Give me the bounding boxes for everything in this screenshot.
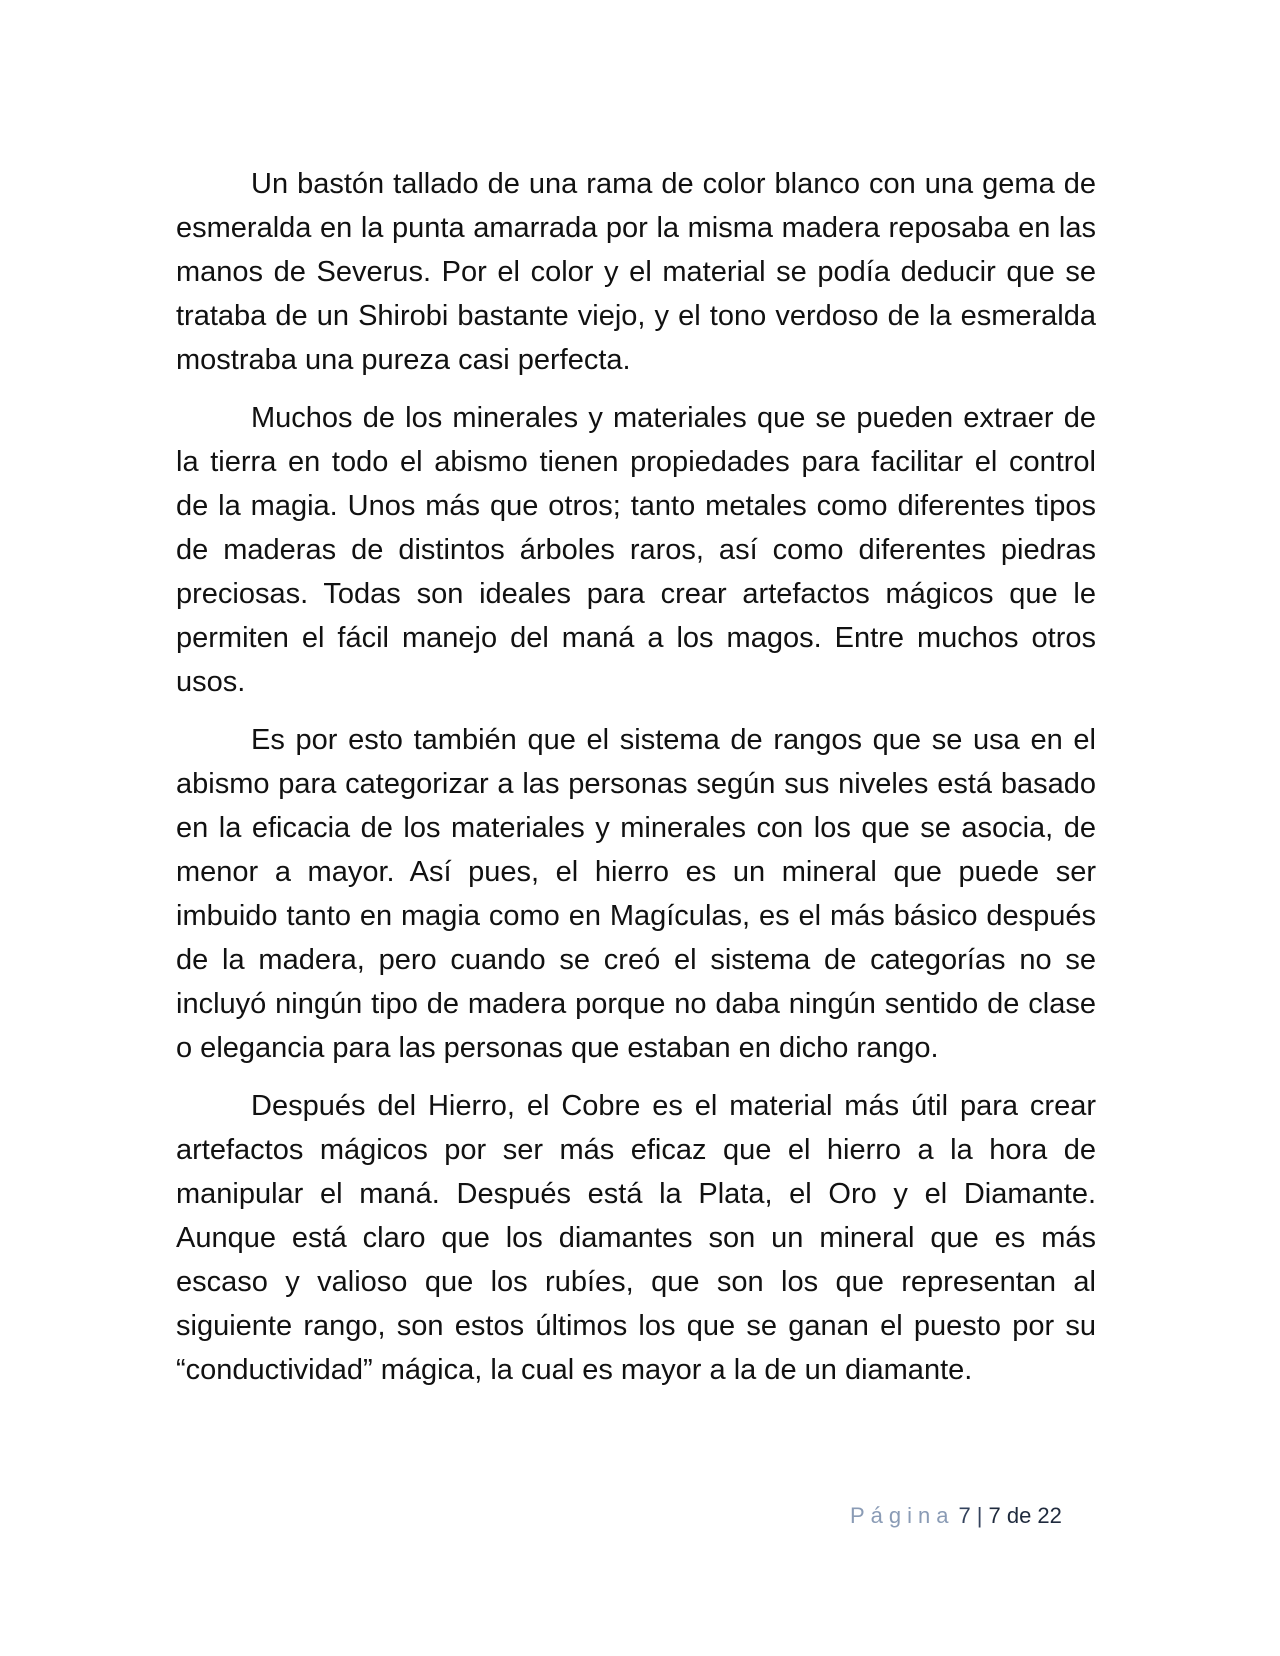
paragraph-4: Después del Hierro, el Cobre es el material más útil para crear artefactos mágicos por ser más eficaz que el hierro a la hora de manipular el maná. Después está la Plata, el Oro y el Diamante. Aunque está claro que los diamantes son un mineral que es más escaso y valioso que los rubíes, que son los que representan al siguiente rango, son estos últimos los que se ganan el puesto por su “conductividad” mágica, la cual es mayor a la de un diamante.: [176, 1090, 1096, 1386]
page-footer: [850, 1500, 1090, 1532]
paragraph-2: Muchos de los minerales y materiales que se pueden extraer de la tierra en todo el abismo tienen propiedades para facilitar el control de la magia. Unos más que otros; tanto metales como diferentes tipos de maderas de distintos árboles raros, así como diferentes piedras preciosas. Todas son ideales para crear artefactos mágicos que le permiten el fácil manejo del maná a los magos. Entre muchos otros usos.: [176, 402, 1096, 698]
page-label: Página: [850, 1503, 955, 1528]
document-body: [176, 162, 1096, 1406]
footer-separator: |: [976, 1503, 983, 1528]
page-count: 7 de 22: [988, 1503, 1062, 1528]
page-number: 7: [958, 1503, 971, 1528]
paragraph-3: Es por esto también que el sistema de rangos que se usa en el abismo para categorizar a las personas según sus niveles está basado en la eficacia de los materiales y minerales con los que se asocia, de menor a mayor. Así pues, el hierro es un mineral que puede ser imbuido tanto en magia como en Magículas, es el más básico después de la madera, pero cuando se creó el sistema de categorías no se incluyó ningún tipo de madera porque no daba ningún sentido de clase o elegancia para las personas que estaban en dicho rango.: [176, 724, 1096, 1064]
paragraph-1: Un bastón tallado de una rama de color blanco con una gema de esmeralda en la punta amarrada por la misma madera reposaba en las manos de Severus. Por el color y el material se podía deducir que se trataba de un Shirobi bastante viejo, y el tono verdoso de la esmeralda mostraba una pureza casi perfecta.: [176, 168, 1096, 376]
